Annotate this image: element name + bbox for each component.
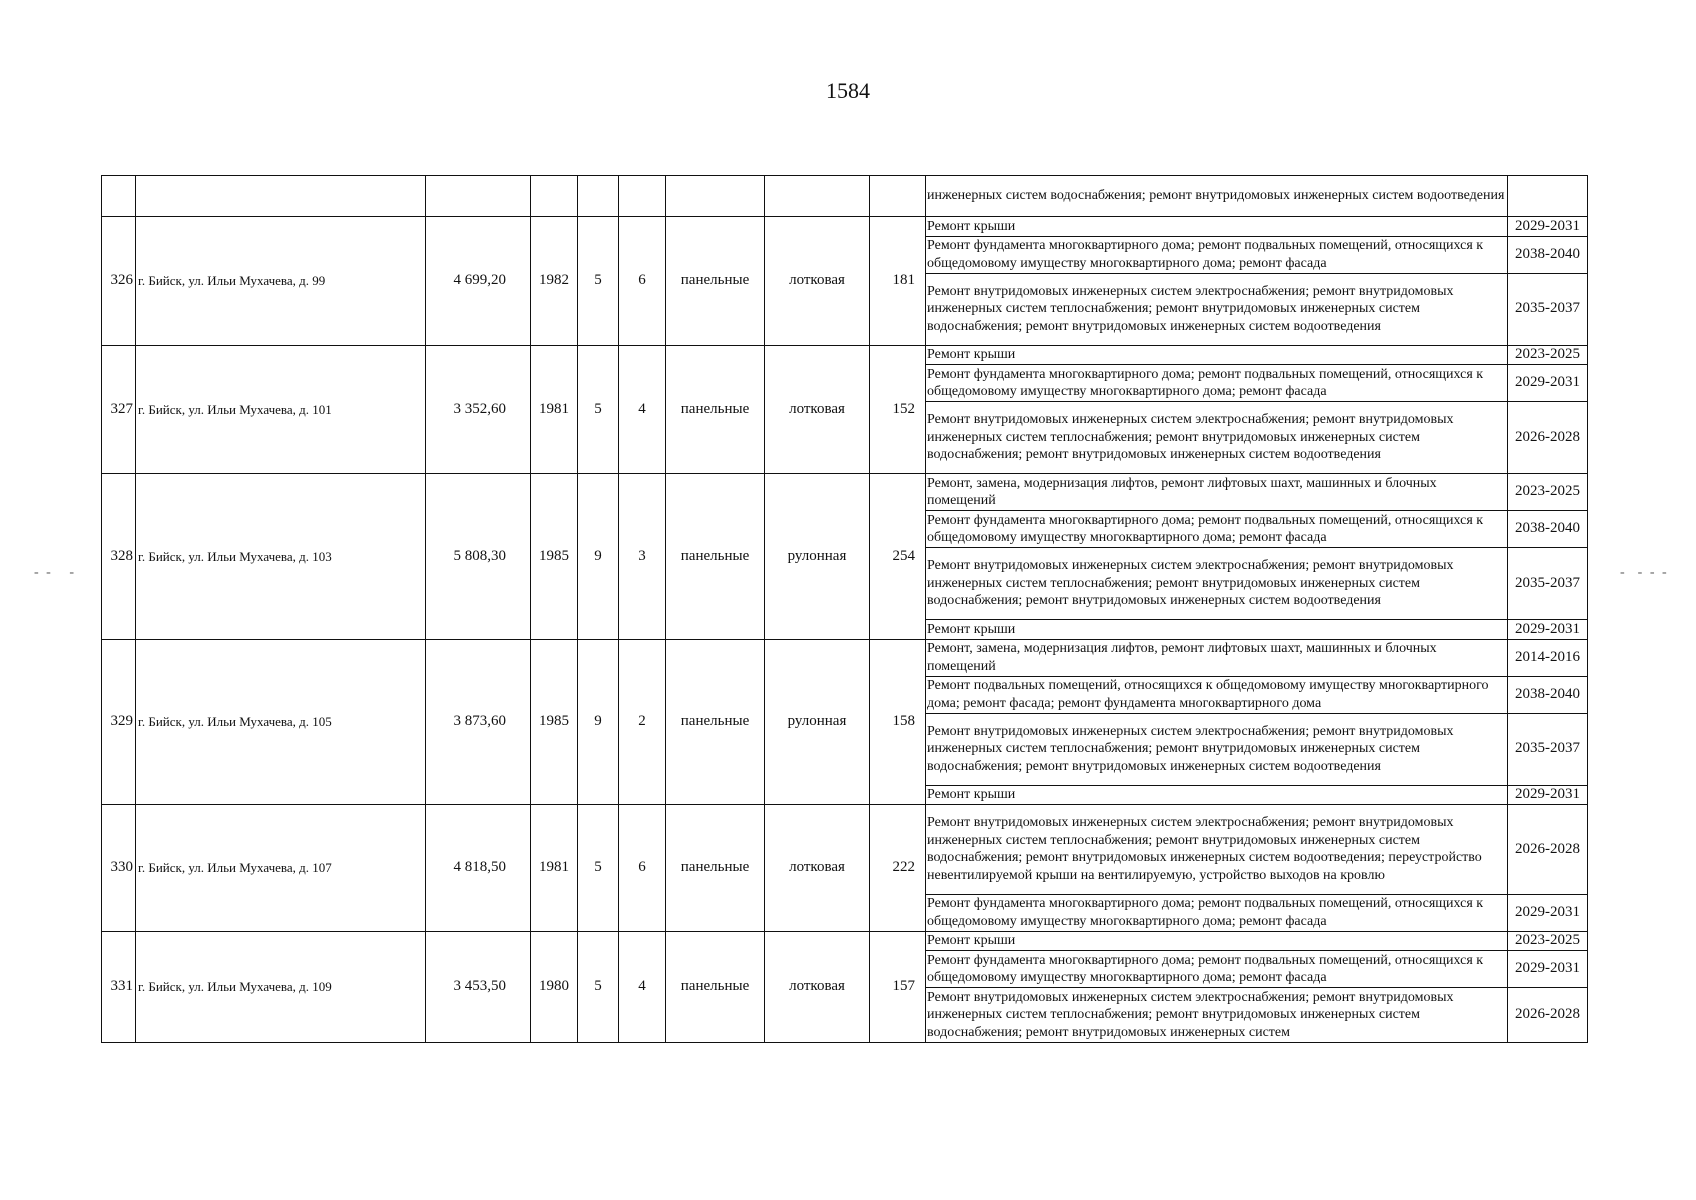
cell-walls: панельные bbox=[666, 217, 765, 346]
table-row-continuation bbox=[102, 176, 1588, 217]
cell-period: 2035-2037 bbox=[1508, 713, 1588, 785]
cell-roof: лотковая bbox=[765, 931, 870, 1042]
cell-num: 326 bbox=[102, 217, 136, 346]
cell-floors: 9 bbox=[578, 639, 619, 805]
cell-period: 2038-2040 bbox=[1508, 676, 1588, 713]
cell-period: 2029-2031 bbox=[1508, 217, 1588, 237]
page-number: 1584 bbox=[826, 78, 870, 103]
cell-residents: 157 bbox=[870, 931, 926, 1042]
cell-year: 1980 bbox=[531, 931, 578, 1042]
cell-period: 2029-2031 bbox=[1508, 785, 1588, 805]
cell-area: 4 818,50 bbox=[426, 805, 531, 932]
cell-period: 2026-2028 bbox=[1508, 988, 1588, 1043]
cell-entrances: 4 bbox=[619, 931, 666, 1042]
cell-address: г. Бийск, ул. Ильи Мухачева, д. 105 bbox=[136, 639, 426, 805]
table-row bbox=[102, 639, 1588, 676]
cell-work: Ремонт внутридомовых инженерных систем электроснабжения; ремонт внутридомовых инженерных систем теплоснабжения; ремонт внутридомовых инженерных систем водоснабжения; ремонт внутридомовых инженерных систем водоотведения bbox=[926, 273, 1508, 345]
cell-work: Ремонт внутридомовых инженерных систем электроснабжения; ремонт внутридомовых инженерных систем теплоснабжения; ремонт внутридомовых инженерных систем водоснабжения; ремонт внутридомовых инженерных систем водоотведения bbox=[926, 402, 1508, 474]
cell-period: 2029-2031 bbox=[1508, 365, 1588, 402]
cell-num: 328 bbox=[102, 474, 136, 640]
table-row bbox=[102, 474, 1588, 511]
cell-address: г. Бийск, ул. Ильи Мухачева, д. 109 bbox=[136, 931, 426, 1042]
cell-period: 2029-2031 bbox=[1508, 894, 1588, 931]
cell-residents: 181 bbox=[870, 217, 926, 346]
cell-address: г. Бийск, ул. Ильи Мухачева, д. 99 bbox=[136, 217, 426, 346]
cell-residents: 222 bbox=[870, 805, 926, 932]
cell-period bbox=[1508, 176, 1588, 217]
cell-walls: панельные bbox=[666, 639, 765, 805]
cell-area: 5 808,30 bbox=[426, 474, 531, 640]
cell-num: 330 bbox=[102, 805, 136, 932]
cell-work: Ремонт внутридомовых инженерных систем электроснабжения; ремонт внутридомовых инженерных систем теплоснабжения; ремонт внутридомовых инженерных систем водоснабжения; ремонт внутридомовых инженерных систем водоотведения bbox=[926, 713, 1508, 785]
cell-work: Ремонт фундамента многоквартирного дома; ремонт подвальных помещений, относящихся к общедомовому имуществу многоквартирного дома; ремонт фасада bbox=[926, 511, 1508, 548]
cell-walls bbox=[666, 176, 765, 217]
cell-period: 2026-2028 bbox=[1508, 805, 1588, 895]
table-row bbox=[102, 217, 1588, 237]
table-row bbox=[102, 345, 1588, 365]
cell-period: 2029-2031 bbox=[1508, 951, 1588, 988]
cell-work: Ремонт крыши bbox=[926, 931, 1508, 951]
cell-floors: 9 bbox=[578, 474, 619, 640]
cell-floors bbox=[578, 176, 619, 217]
cell-work: Ремонт крыши bbox=[926, 620, 1508, 640]
cell-work: Ремонт внутридомовых инженерных систем электроснабжения; ремонт внутридомовых инженерных систем теплоснабжения; ремонт внутридомовых инженерных систем водоснабжения; ремонт внутридомовых инженерных систем водоотведения; переустройство невентилируемой крыши на вентилируемую, устройство выходов на кровлю bbox=[926, 805, 1508, 895]
cell-address: г. Бийск, ул. Ильи Мухачева, д. 103 bbox=[136, 474, 426, 640]
cell-walls: панельные bbox=[666, 805, 765, 932]
cell-address: г. Бийск, ул. Ильи Мухачева, д. 107 bbox=[136, 805, 426, 932]
cell-roof: рулонная bbox=[765, 474, 870, 640]
margin-dashes-left: - - - bbox=[34, 565, 76, 580]
cell-work: Ремонт внутридомовых инженерных систем электроснабжения; ремонт внутридомовых инженерных систем теплоснабжения; ремонт внутридомовых инженерных систем водоснабжения; ремонт внутридомовых инженерных систем bbox=[926, 988, 1508, 1043]
cell-residents: 152 bbox=[870, 345, 926, 474]
cell-period: 2023-2025 bbox=[1508, 931, 1588, 951]
cell-residents: 254 bbox=[870, 474, 926, 640]
cell-year: 1985 bbox=[531, 474, 578, 640]
table-body bbox=[102, 176, 1588, 1043]
margin-dashes-right: - - - - bbox=[1620, 565, 1669, 580]
cell-period: 2023-2025 bbox=[1508, 474, 1588, 511]
cell-period: 2038-2040 bbox=[1508, 236, 1588, 273]
cell-num: 329 bbox=[102, 639, 136, 805]
cell-entrances: 6 bbox=[619, 805, 666, 932]
cell-walls: панельные bbox=[666, 931, 765, 1042]
table-row bbox=[102, 931, 1588, 951]
cell-entrances: 4 bbox=[619, 345, 666, 474]
cell-work: Ремонт крыши bbox=[926, 345, 1508, 365]
cell-year: 1982 bbox=[531, 217, 578, 346]
cell-entrances bbox=[619, 176, 666, 217]
cell-period: 2038-2040 bbox=[1508, 511, 1588, 548]
cell-work: Ремонт, замена, модернизация лифтов, ремонт лифтовых шахт, машинных и блочных помещений bbox=[926, 474, 1508, 511]
cell-num bbox=[102, 176, 136, 217]
cell-area: 3 352,60 bbox=[426, 345, 531, 474]
cell-work: Ремонт крыши bbox=[926, 785, 1508, 805]
cell-num: 331 bbox=[102, 931, 136, 1042]
cell-residents bbox=[870, 176, 926, 217]
cell-work: Ремонт подвальных помещений, относящихся к общедомовому имуществу многоквартирного дома; ремонт фасада; ремонт фундамента многоквартирного дома bbox=[926, 676, 1508, 713]
cell-work: Ремонт фундамента многоквартирного дома; ремонт подвальных помещений, относящихся к общедомовому имуществу многоквартирного дома; ремонт фасада bbox=[926, 894, 1508, 931]
cell-num: 327 bbox=[102, 345, 136, 474]
cell-roof: рулонная bbox=[765, 639, 870, 805]
cell-roof: лотковая bbox=[765, 345, 870, 474]
cell-entrances: 3 bbox=[619, 474, 666, 640]
cell-period: 2029-2031 bbox=[1508, 620, 1588, 640]
cell-area: 4 699,20 bbox=[426, 217, 531, 346]
cell-period: 2035-2037 bbox=[1508, 273, 1588, 345]
cell-work: Ремонт фундамента многоквартирного дома; ремонт подвальных помещений, относящихся к общедомовому имуществу многоквартирного дома; ремонт фасада bbox=[926, 951, 1508, 988]
cell-year: 1981 bbox=[531, 345, 578, 474]
cell-roof: лотковая bbox=[765, 805, 870, 932]
cell-area: 3 453,50 bbox=[426, 931, 531, 1042]
cell-roof: лотковая bbox=[765, 217, 870, 346]
cell-walls: панельные bbox=[666, 474, 765, 640]
cell-work: Ремонт фундамента многоквартирного дома; ремонт подвальных помещений, относящихся к общедомовому имуществу многоквартирного дома; ремонт фасада bbox=[926, 236, 1508, 273]
cell-address: г. Бийск, ул. Ильи Мухачева, д. 101 bbox=[136, 345, 426, 474]
cell-work: Ремонт фундамента многоквартирного дома; ремонт подвальных помещений, относящихся к общедомовому имуществу многоквартирного дома; ремонт фасада bbox=[926, 365, 1508, 402]
cell-period: 2023-2025 bbox=[1508, 345, 1588, 365]
cell-floors: 5 bbox=[578, 805, 619, 932]
cell-area bbox=[426, 176, 531, 217]
cell-entrances: 2 bbox=[619, 639, 666, 805]
table-row bbox=[102, 805, 1588, 895]
repair-schedule-table bbox=[101, 175, 1588, 1043]
cell-year: 1981 bbox=[531, 805, 578, 932]
cell-work: Ремонт внутридомовых инженерных систем электроснабжения; ремонт внутридомовых инженерных систем теплоснабжения; ремонт внутридомовых инженерных систем водоснабжения; ремонт внутридомовых инженерных систем водоотведения bbox=[926, 548, 1508, 620]
cell-roof bbox=[765, 176, 870, 217]
cell-year bbox=[531, 176, 578, 217]
cell-period: 2014-2016 bbox=[1508, 639, 1588, 676]
cell-floors: 5 bbox=[578, 345, 619, 474]
cell-entrances: 6 bbox=[619, 217, 666, 346]
cell-floors: 5 bbox=[578, 217, 619, 346]
cell-work: Ремонт, замена, модернизация лифтов, ремонт лифтовых шахт, машинных и блочных помещений bbox=[926, 639, 1508, 676]
cell-walls: панельные bbox=[666, 345, 765, 474]
cell-residents: 158 bbox=[870, 639, 926, 805]
cell-year: 1985 bbox=[531, 639, 578, 805]
cell-period: 2035-2037 bbox=[1508, 548, 1588, 620]
cell-work: Ремонт крыши bbox=[926, 217, 1508, 237]
cell-period: 2026-2028 bbox=[1508, 402, 1588, 474]
cell-address bbox=[136, 176, 426, 217]
cell-area: 3 873,60 bbox=[426, 639, 531, 805]
cell-work: инженерных систем водоснабжения; ремонт внутридомовых инженерных систем водоотведения bbox=[926, 176, 1508, 217]
cell-floors: 5 bbox=[578, 931, 619, 1042]
